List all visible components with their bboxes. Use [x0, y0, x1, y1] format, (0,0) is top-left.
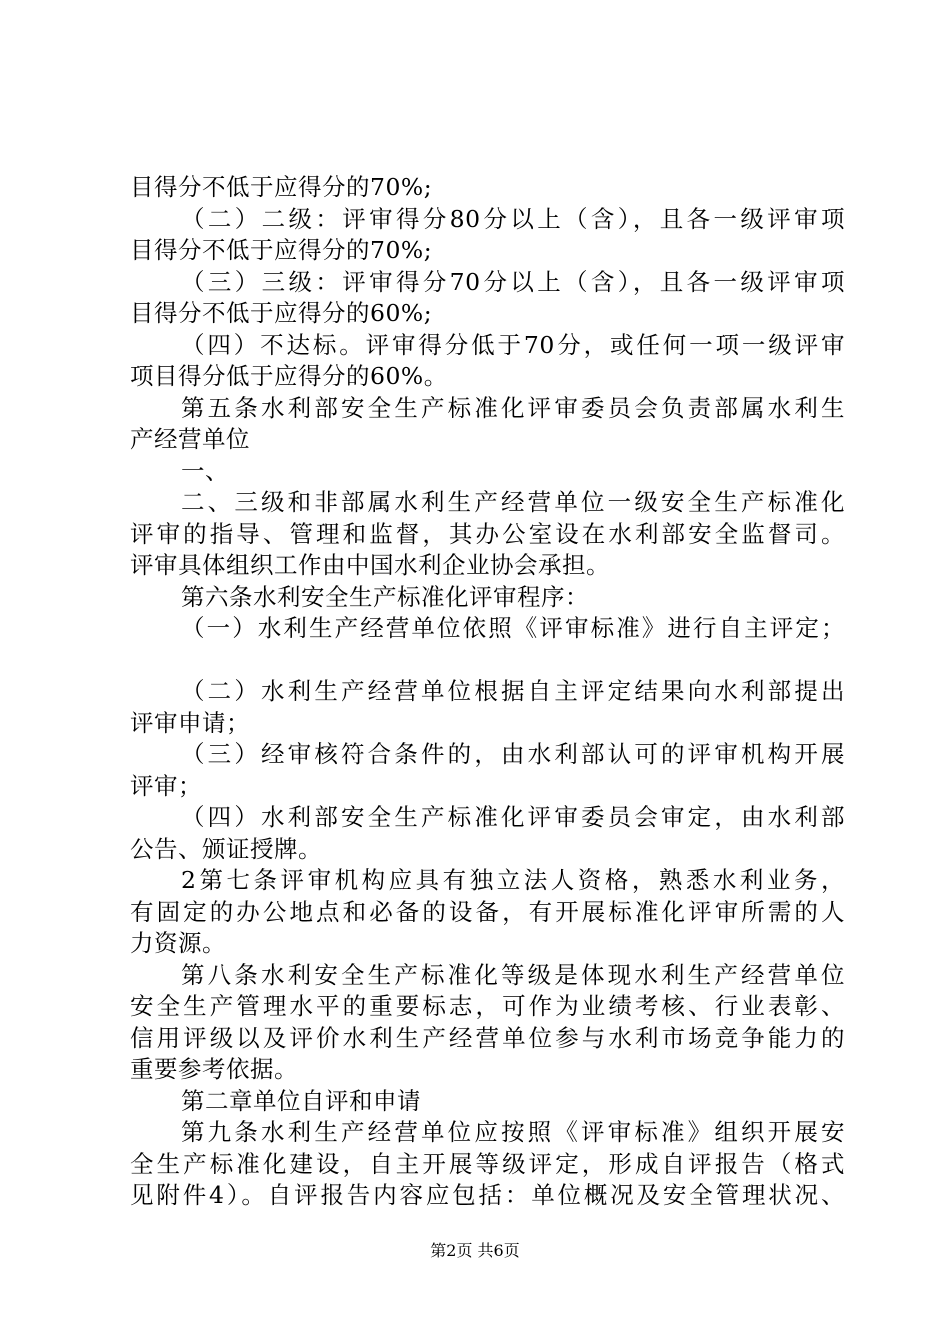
text-line: 第六条水利安全生产标准化评审程序：: [181, 582, 589, 611]
text-line: （四）不达标。评审得分低于70分，或任何一项一级评审: [181, 330, 845, 359]
text-line: 信用评级以及评价水利生产经营单位参与水利市场竞争能力的: [130, 1023, 845, 1052]
text-line: 二、三级和非部属水利生产经营单位一级安全生产标准化: [181, 488, 845, 516]
text-line: 第八条水利安全生产标准化等级是体现水利生产经营单位: [181, 960, 845, 989]
text-line: 目得分不低于应得分的70%;: [130, 173, 433, 201]
text-line: 2第七条评审机构应具有独立法人资格，熟悉水利业务，: [181, 866, 845, 894]
text-line: （二）水利生产经营单位根据自主评定结果向水利部提出: [181, 677, 845, 705]
page-footer: 第2页 共6页: [430, 1241, 520, 1260]
text-line: 重要参考依据。: [130, 1055, 298, 1083]
text-line: （一）水利生产经营单位依照《评审标准》进行自主评定；: [181, 614, 845, 642]
document-body: [130, 172, 845, 1212]
text-line: 目得分不低于应得分的70%;: [130, 236, 433, 264]
text-line: （三）经审核符合条件的，由水利部认可的评审机构开展: [181, 740, 845, 768]
text-line: 一、: [181, 456, 229, 485]
text-line: 产经营单位: [130, 425, 250, 453]
blank-line: [130, 645, 845, 677]
text-line: 力资源。: [130, 929, 226, 957]
text-line: 安全生产管理水平的重要标志，可作为业绩考核、行业表彰、: [130, 992, 845, 1020]
text-line: 项目得分低于应得分的60%。: [130, 362, 448, 390]
text-line: 第九条水利生产经营单位应按照《评审标准》组织开展安: [181, 1118, 845, 1146]
text-line: 全生产标准化建设，自主开展等级评定，形成自评报告（格式: [130, 1149, 845, 1178]
text-line: 评审申请；: [130, 708, 250, 737]
text-line: 第二章单位自评和申请: [181, 1086, 421, 1115]
text-line: 第五条水利部安全生产标准化评审委员会负责部属水利生: [181, 393, 845, 422]
text-line: 评审；: [130, 771, 202, 800]
text-line: 有固定的办公地点和必备的设备，有开展标准化评审所需的人: [130, 897, 845, 926]
text-line: （三）三级：评审得分70分以上（含），且各一级评审项: [181, 267, 845, 296]
text-line: 见附件4）。自评报告内容应包括：单位概况及安全管理状况、: [130, 1181, 845, 1209]
text-line: 评审具体组织工作由中国水利企业协会承担。: [130, 551, 610, 579]
text-line: 目得分不低于应得分的60%;: [130, 299, 433, 327]
text-line: （二）二级：评审得分80分以上（含），且各一级评审项: [181, 204, 845, 233]
text-line: 评审的指导、管理和监督，其办公室设在水利部安全监督司。: [130, 519, 845, 548]
text-line: 公告、颁证授牌。: [130, 834, 322, 863]
text-line: （四）水利部安全生产标准化评审委员会审定，由水利部: [181, 803, 845, 831]
